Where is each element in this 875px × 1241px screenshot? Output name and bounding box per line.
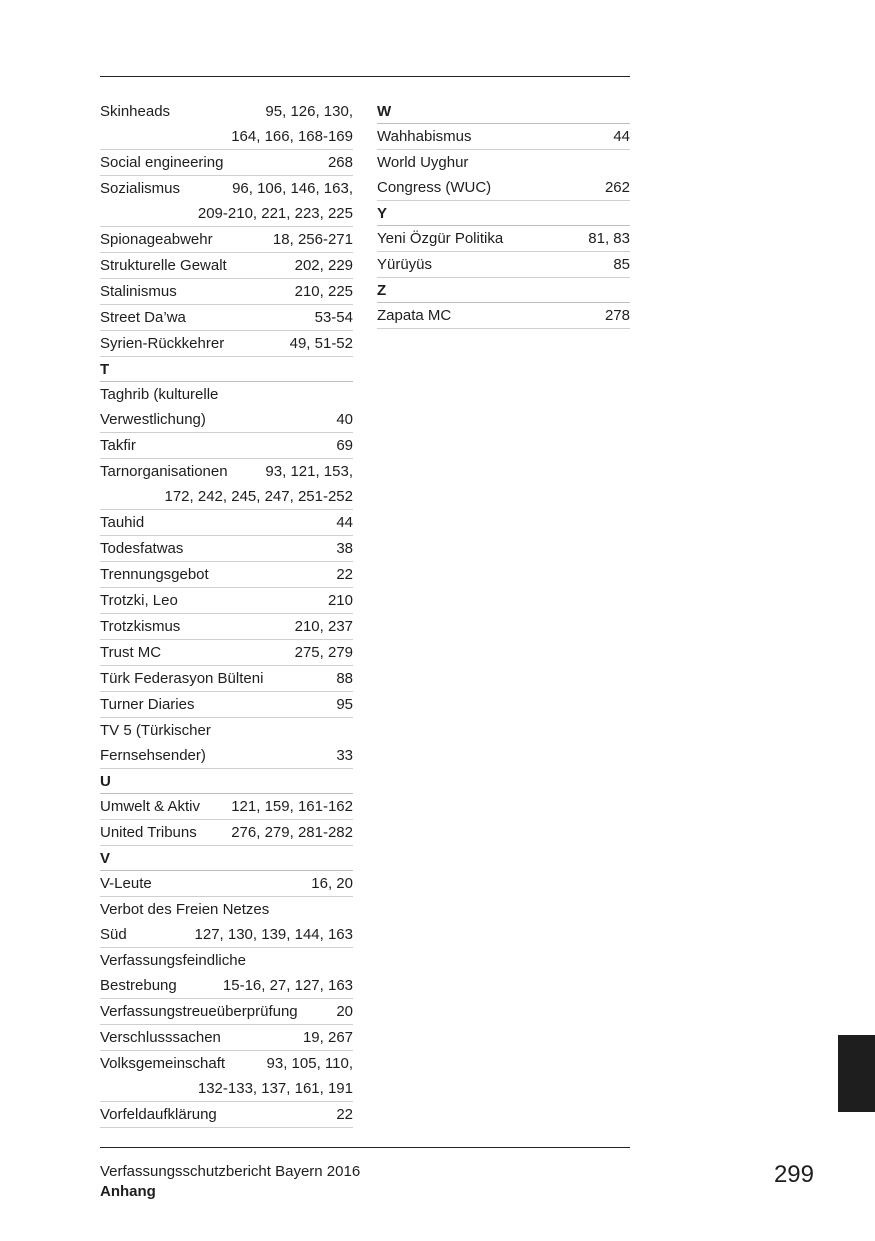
- header-rule: [100, 76, 630, 77]
- index-entry: [100, 331, 353, 357]
- index-pages: 22: [336, 1106, 353, 1123]
- index-letter-heading: W: [377, 99, 630, 124]
- index-entry: [100, 1051, 353, 1102]
- index-entry: [100, 227, 353, 253]
- index-pages: 20: [336, 1003, 353, 1020]
- footer-rule: [100, 1147, 630, 1148]
- index-term: Yeni Özgür Politika: [377, 230, 504, 247]
- index-entry: [377, 252, 630, 278]
- index-term: Trotzkismus: [100, 618, 181, 635]
- index-term: Yürüyüs: [377, 256, 433, 273]
- index-entry: [100, 1102, 353, 1128]
- index-pages: 85: [613, 256, 630, 273]
- index-pages: 275, 279: [294, 644, 353, 661]
- index-pages: 202, 229: [294, 257, 353, 274]
- index-entry: [100, 614, 353, 640]
- index-pages: 262: [604, 179, 630, 196]
- index-entry: [100, 150, 353, 176]
- index-term: Turner Diaries: [100, 696, 195, 713]
- index-entry: [100, 459, 353, 510]
- index-term: Taghrib (kulturelle: [100, 386, 219, 403]
- index-term: Fernsehsender): [100, 747, 206, 764]
- index-term: Spionageabwehr: [100, 231, 213, 248]
- index-entry: [100, 948, 353, 999]
- index-pages: 278: [604, 307, 630, 324]
- index-term: Bestrebung: [100, 977, 177, 994]
- index-term: Türk Federasyon Bülteni: [100, 670, 264, 687]
- index-term: Social engineering: [100, 154, 224, 171]
- index-pages: 15-16, 27, 127, 163: [222, 977, 353, 994]
- index-term: Trust MC: [100, 644, 162, 661]
- index-term: Umwelt & Aktiv: [100, 798, 201, 815]
- index-pages: 18, 256-271: [272, 231, 353, 248]
- index-column-left: [100, 99, 353, 1128]
- index-entry: [100, 99, 353, 150]
- footer-title: Verfassungsschutzbericht Bayern 2016: [100, 1163, 361, 1180]
- page-number: 299: [773, 1161, 814, 1188]
- index-term: Tauhid: [100, 514, 145, 531]
- index-pages: 209-210, 221, 223, 225: [197, 205, 353, 222]
- index-pages: 127, 130, 139, 144, 163: [194, 926, 353, 943]
- index-pages: 33: [336, 747, 353, 764]
- index-term: Verschlusssachen: [100, 1029, 221, 1046]
- index-entry: [100, 305, 353, 331]
- index-pages: 69: [336, 437, 353, 454]
- index-entry: [100, 536, 353, 562]
- index-column-right: [377, 99, 630, 329]
- index-term: Trotzki, Leo: [100, 592, 178, 609]
- index-entry: [100, 382, 353, 433]
- index-pages: 44: [336, 514, 353, 531]
- index-pages: 40: [336, 411, 353, 428]
- index-pages: 172, 242, 245, 247, 251-252: [164, 488, 353, 505]
- index-term: Congress (WUC): [377, 179, 492, 196]
- index-pages: 19, 267: [302, 1029, 353, 1046]
- index-entry: [100, 692, 353, 718]
- index-term: Volksgemeinschaft: [100, 1055, 226, 1072]
- index-pages: 81, 83: [588, 230, 630, 247]
- index-pages: 53-54: [314, 309, 353, 326]
- index-term: World Uyghur: [377, 154, 469, 171]
- index-pages: 16, 20: [311, 875, 353, 892]
- index-term: Verfassungsfeindliche: [100, 952, 246, 969]
- index-pages: 95, 126, 130,: [265, 103, 353, 120]
- index-entry: [100, 871, 353, 897]
- index-pages: 268: [327, 154, 353, 171]
- index-entry: [100, 640, 353, 666]
- index-entry: [100, 562, 353, 588]
- index-term: Tarnorganisationen: [100, 463, 228, 480]
- index-pages: 132-133, 137, 161, 191: [197, 1080, 353, 1097]
- index-entry: [100, 279, 353, 305]
- index-term: Verbot des Freien Netzes: [100, 901, 270, 918]
- index-entry: [100, 794, 353, 820]
- index-term: Todesfatwas: [100, 540, 184, 557]
- index-entry: [100, 510, 353, 536]
- section-thumb-tab: [838, 1035, 875, 1112]
- index-term: Strukturelle Gewalt: [100, 257, 227, 274]
- index-term: Takfir: [100, 437, 136, 454]
- index-term: Sozialismus: [100, 180, 181, 197]
- index-term: Stalinismus: [100, 283, 177, 300]
- index-letter-heading: T: [100, 357, 353, 382]
- index-letter-heading: V: [100, 846, 353, 871]
- index-pages: 49, 51-52: [289, 335, 353, 352]
- index-entry: [100, 666, 353, 692]
- index-pages: 93, 105, 110,: [266, 1055, 353, 1072]
- index-pages: 210, 237: [294, 618, 353, 635]
- index-pages: 95: [336, 696, 353, 713]
- index-term: Zapata MC: [377, 307, 452, 324]
- index-entry: [377, 303, 630, 329]
- index-entry: [377, 226, 630, 252]
- index-term: Wahhabismus: [377, 128, 472, 145]
- index-letter-heading: U: [100, 769, 353, 794]
- index-entry: [100, 1025, 353, 1051]
- footer-section: Anhang: [100, 1183, 156, 1200]
- index-letter-heading: Z: [377, 278, 630, 303]
- index-term: Verwestlichung): [100, 411, 206, 428]
- index-pages: 276, 279, 281-282: [231, 824, 353, 841]
- index-entry: [100, 588, 353, 614]
- index-entry: [100, 820, 353, 846]
- index-pages: 22: [336, 566, 353, 583]
- index-term: Skinheads: [100, 103, 171, 120]
- index-entry: [100, 718, 353, 769]
- index-entry: [377, 150, 630, 201]
- index-term: United Tribuns: [100, 824, 197, 841]
- index-pages: 121, 159, 161-162: [231, 798, 353, 815]
- index-entry: [100, 897, 353, 948]
- index-pages: 96, 106, 146, 163,: [232, 180, 353, 197]
- index-term: V-Leute: [100, 875, 152, 892]
- index-term: TV 5 (Türkischer: [100, 722, 211, 739]
- index-entry: [100, 999, 353, 1025]
- index-letter-heading: Y: [377, 201, 630, 226]
- index-term: Street Da’wa: [100, 309, 186, 326]
- index-pages: 88: [336, 670, 353, 687]
- index-entry: [100, 176, 353, 227]
- index-term: Verfassungstreueüberprüfung: [100, 1003, 298, 1020]
- index-term: Syrien-Rückkehrer: [100, 335, 225, 352]
- index-term: Vorfeldaufklärung: [100, 1106, 217, 1123]
- index-pages: 93, 121, 153,: [265, 463, 353, 480]
- index-pages: 210: [327, 592, 353, 609]
- index-term: Süd: [100, 926, 127, 943]
- index-pages: 44: [613, 128, 630, 145]
- index-entry: [377, 124, 630, 150]
- index-term: Trennungsgebot: [100, 566, 209, 583]
- index-entry: [100, 253, 353, 279]
- index-pages: 38: [336, 540, 353, 557]
- index-pages: 210, 225: [294, 283, 353, 300]
- index-pages: 164, 166, 168-169: [231, 128, 353, 145]
- index-entry: [100, 433, 353, 459]
